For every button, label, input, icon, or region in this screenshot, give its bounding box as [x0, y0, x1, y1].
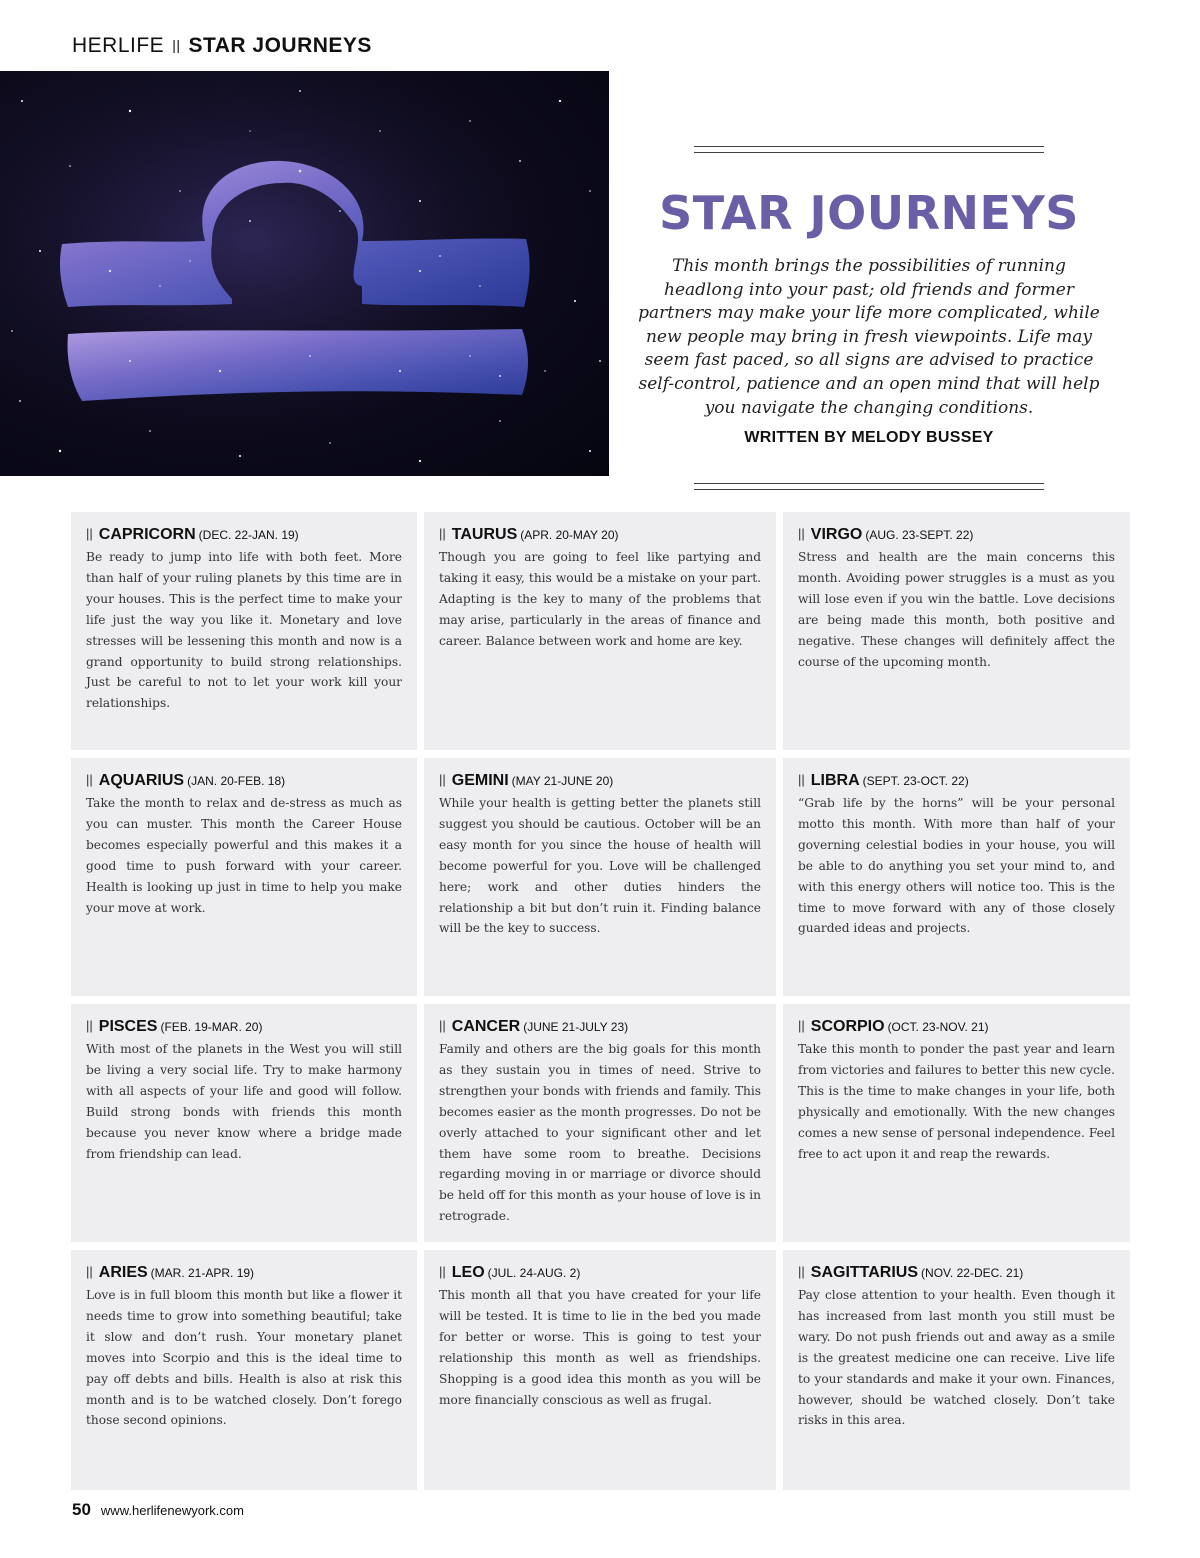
- sign-dates: (JAN. 20-FEB. 18): [187, 774, 286, 788]
- horoscope-text: This month all that you have created for your life will be tested. It is time to lie in the bed you made for better or worse. This is going to test your relationship this month as well as friendships. Shopping is a good idea this month as you will be more financially conscious as well as frugal.: [439, 1288, 761, 1407]
- intro-block: [636, 146, 1102, 490]
- sign-dates: (NOV. 22-DEC. 21): [921, 1266, 1024, 1280]
- divider-bars-icon: ||: [798, 1018, 805, 1033]
- horoscope-card-aquarius: [71, 758, 417, 996]
- horoscope-grid: [71, 512, 1130, 1490]
- horoscope-text: While your health is getting better the planets still suggest you should be cautious. October will be an easy month for you since the house of health will become powerful for you. Love will be challenged here; work and other duties hinders the relationship a bit but don’t ruin it. Finding balance will be the key to success.: [439, 796, 761, 936]
- sign-name: LEO: [451, 1264, 485, 1281]
- horoscope-text: Pay close attention to your health. Even though it has increased from last month you still must be wary. Do not push friends out and away as a smile is the greatest medicine one can receive. Live life to your standards and make it your own. Finances, however, should be watched closely. Don’t take risks in this area.: [798, 1288, 1115, 1428]
- horoscope-text: Take the month to relax and de-stress as much as you can muster. This month the Career House becomes especially powerful and this makes it a good time to push forward with your career. Health is looking up just in time to help you make your move at work.: [86, 796, 402, 915]
- sign-dates: (JUNE 21-JULY 23): [523, 1020, 629, 1034]
- divider-bars-icon: ||: [86, 1264, 93, 1279]
- horoscope-card-cancer: [424, 1004, 776, 1242]
- divider-bars-icon: ||: [439, 526, 446, 541]
- sign-name: PISCES: [98, 1018, 158, 1035]
- hero-image-libra: [0, 71, 609, 476]
- horoscope-text: Though you are going to feel like partying and taking it easy, this would be a mistake on your part. Adapting is the key to many of the problems that may arise, particularly in the areas of finance and career. Balance between work and home are key.: [439, 550, 761, 648]
- horoscope-text: Be ready to jump into life with both feet. More than half of your ruling planets by this time are in your houses. This is the perfect time to make your life just the way you like it. Monetary and love stresses will be lessening this month and now is a grand opportunity to build strong relationships. Just be careful to not to let your work kill your relationships.: [86, 550, 402, 711]
- byline: WRITTEN BY MELODY BUSSEY: [744, 429, 994, 447]
- article-intro-text: This month brings the possibilities of running headlong into your past; old friends and former partners may make your life more complicated, while new people may bring in fresh viewpoints. Life may seem fast paced, so all signs are advised to practice self-control, patience and an open mind that will help you navigate the changing conditions.: [638, 256, 1100, 418]
- horoscope-card-leo: [424, 1250, 776, 1490]
- horoscope-card-virgo: [783, 512, 1130, 750]
- sign-name: SAGITTARIUS: [810, 1264, 919, 1281]
- horoscope-text: Stress and health are the main concerns this month. Avoiding power struggles is a must as you will lose even if you win the battle. Love decisions are being made this month, both positive and negative. These changes will definitely affect the course of the upcoming month.: [798, 550, 1115, 669]
- horoscope-card-gemini: [424, 758, 776, 996]
- running-head: [72, 34, 372, 58]
- horoscope-text: Take this month to ponder the past year and learn from victories and failures to better this new cycle. This is the time to make changes in your life, both physically and emotionally. With the new changes comes a new sense of personal independence. Feel free to act upon it and reap the rewards.: [798, 1042, 1115, 1161]
- bottom-double-rule: [694, 483, 1044, 490]
- top-double-rule: [694, 146, 1044, 153]
- magazine-brand: HERLIFE: [72, 34, 165, 57]
- horoscope-text: With most of the planets in the West you will still be living a very social life. Try to make harmony with all aspects of your life and good will follow. Build strong bonds with friends this month because you never know where a bridge made from friendship can lead.: [86, 1042, 402, 1161]
- sign-name: LIBRA: [810, 772, 860, 789]
- sign-name: CANCER: [451, 1018, 521, 1035]
- header-separator: ||: [172, 37, 181, 53]
- horoscope-card-pisces: [71, 1004, 417, 1242]
- divider-bars-icon: ||: [86, 526, 93, 541]
- sign-dates: (JUL. 24-AUG. 2): [487, 1266, 581, 1280]
- page-number: 50: [72, 1500, 91, 1519]
- sign-name: ARIES: [98, 1264, 148, 1281]
- divider-bars-icon: ||: [798, 526, 805, 541]
- sign-dates: (SEPT. 23-OCT. 22): [862, 774, 969, 788]
- divider-bars-icon: ||: [439, 1264, 446, 1279]
- horoscope-text: “Grab life by the horns” will be your personal motto this month. With more than half of your governing celestial bodies in your house, you will be able to do anything you set your mind to, and with this energy others will notice too. This is the time to move forward with any of those closely guarded ideas and projects.: [798, 796, 1115, 936]
- sign-dates: (DEC. 22-JAN. 19): [198, 528, 299, 542]
- divider-bars-icon: ||: [86, 1018, 93, 1033]
- horoscope-text: Love is in full bloom this month but like a flower it needs time to grow into something beautiful; take it slow and don’t rush. Your monetary planet moves into Scorpio and this is the ideal time to pay off debts and bills. Health is also at risk this month and is to be watched closely. Don’t forego those second opinions.: [86, 1288, 402, 1428]
- article-title: STAR JOURNEYS: [659, 186, 1079, 240]
- divider-bars-icon: ||: [439, 1018, 446, 1033]
- sign-dates: (MAR. 21-APR. 19): [150, 1266, 255, 1280]
- divider-bars-icon: ||: [798, 772, 805, 787]
- horoscope-card-libra: [783, 758, 1130, 996]
- horoscope-card-capricorn: [71, 512, 417, 750]
- sign-name: CAPRICORN: [98, 526, 196, 543]
- divider-bars-icon: ||: [439, 772, 446, 787]
- sign-dates: (OCT. 23-NOV. 21): [887, 1020, 989, 1034]
- horoscope-text: Family and others are the big goals for this month as they sustain you in times of need. Strive to strengthen your bonds with friends and family. This becomes easier as the month progresses. Do not be overly attached to your significant other and let them have some room to breathe. Decisions regarding moving in or marriage or divorce should be held off for this month as your house of love is in retrograde.: [439, 1042, 761, 1224]
- sign-name: TAURUS: [451, 526, 518, 543]
- section-name: STAR JOURNEYS: [188, 34, 372, 57]
- sign-name: SCORPIO: [810, 1018, 885, 1035]
- divider-bars-icon: ||: [86, 772, 93, 787]
- horoscope-card-scorpio: [783, 1004, 1130, 1242]
- divider-bars-icon: ||: [798, 1264, 805, 1279]
- sign-name: GEMINI: [451, 772, 509, 789]
- website-url[interactable]: www.herlifenewyork.com: [100, 1503, 244, 1518]
- horoscope-card-taurus: [424, 512, 776, 750]
- page-footer: [72, 1500, 244, 1520]
- sign-dates: (AUG. 23-SEPT. 22): [865, 528, 974, 542]
- sign-name: AQUARIUS: [98, 772, 185, 789]
- sign-dates: (APR. 20-MAY 20): [520, 528, 619, 542]
- horoscope-card-aries: [71, 1250, 417, 1490]
- horoscope-card-sagittarius: [783, 1250, 1130, 1490]
- sign-dates: (FEB. 19-MAR. 20): [160, 1020, 263, 1034]
- sign-dates: (MAY 21-JUNE 20): [511, 774, 614, 788]
- libra-symbol-illustration: [0, 71, 609, 476]
- sign-name: VIRGO: [810, 526, 863, 543]
